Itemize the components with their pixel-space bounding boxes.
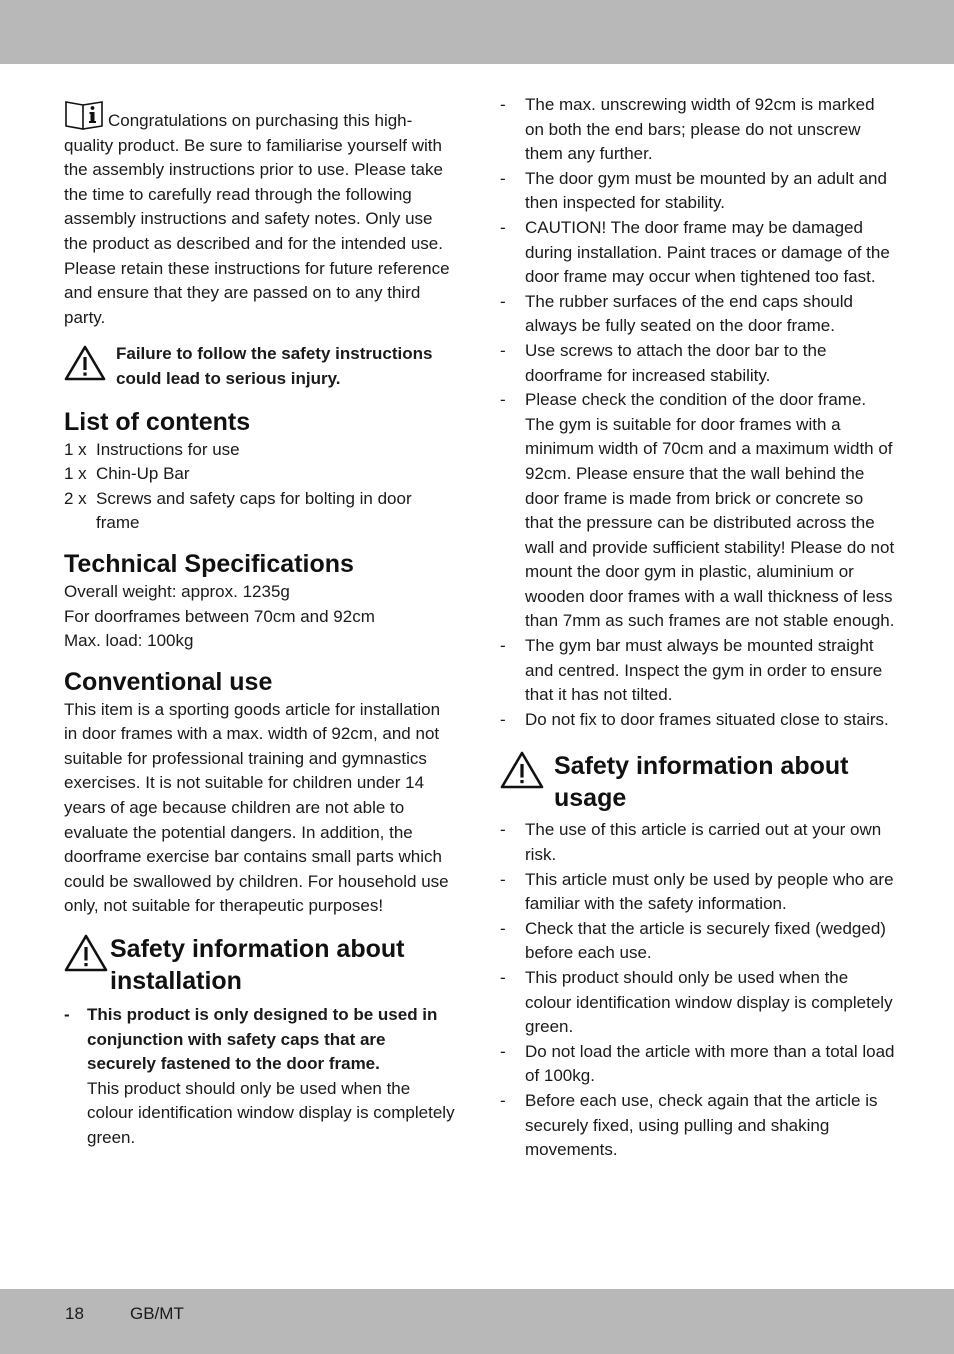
installation-header (64, 933, 456, 997)
list-item: - CAUTION! The door frame may be damaged during installation. Paint traces or damage of the door frame may occur when tightened too fast. (500, 217, 890, 287)
list-item: - This product should only be used when the colour identification window display is completely green. (500, 968, 893, 1037)
intro-warning (64, 342, 456, 391)
page-number: 18 (65, 1304, 84, 1323)
list-item: - Do not fix to door frames situated close to stairs. (500, 709, 889, 729)
list-item: - This product is only designed to be used in conjunction with safety caps that are securely fastened to the door frame. This product should only be used when the colour identification window display is completely green. (64, 1003, 456, 1151)
conventional-heading: Conventional use (64, 667, 273, 696)
list-item: - Use screws to attach the door bar to the doorframe for increased stability. (500, 340, 827, 385)
warning-icon (500, 750, 544, 790)
warning-icon (64, 344, 106, 382)
intro-warning-text: Failure to follow the safety instructions could lead to serious injury. (116, 344, 433, 388)
list-item: - Before each use, check again that the article is securely fixed, using pulling and shaking movements. (500, 1090, 878, 1160)
bold-item-text: This product is only designed to be used in conjunction with safety caps that are securely fastened to the door frame. (87, 1005, 438, 1074)
usage-header (500, 750, 895, 814)
contents-list (64, 438, 456, 536)
list-item: - Please check the condition of the door frame. The gym is suitable for door frames with a minimum width of 70cm and a maximum width of 92cm. Please ensure that the wall behind the door frame is made from brick or concrete so that the pressure can be distributed across the wall and provide sufficient stability! Please do not mount the door gym in plastic, aluminium or wooden door frames with a wall thickness of less than 7mm as such frames are not stable enough. (500, 390, 895, 631)
right-column (500, 93, 895, 1163)
usage-heading: Safety information about usage (554, 752, 849, 813)
installation-list (500, 93, 895, 732)
list-item: - The door gym must be mounted by an adult and then inspected for stability. (500, 168, 887, 213)
left-column (64, 100, 456, 1151)
installation-bold-list (64, 1003, 456, 1151)
list-item: - The gym bar must always be mounted straight and centred. Inspect the gym in order to ensure that it has not tilted. (500, 636, 883, 705)
bold-item-note: This product should only be used when the colour identification window display is completely green. (87, 1078, 455, 1147)
tech-line: For doorframes between 70cm and 92cm (64, 606, 375, 626)
list-item: 2 x Screws and safety caps for bolting in door frame (64, 488, 412, 533)
info-book-icon (64, 100, 104, 130)
installation-heading: Safety information about installation (110, 935, 405, 996)
contents-heading: List of contents (64, 407, 251, 436)
list-item: - This article must only be used by people who are familiar with the safety information. (500, 869, 894, 914)
list-item: - The max. unscrewing width of 92cm is marked on both the end bars; please do not unscrew them any further. (500, 95, 875, 164)
list-item: 1 x Instructions for use (64, 439, 240, 459)
list-item: - The use of this article is carried out at your own risk. (500, 820, 882, 865)
list-item: - The rubber surfaces of the end caps should always be fully seated on the door frame. (500, 291, 853, 336)
intro-text: Congratulations on purchasing this high-quality product. Be sure to familiarise yourself with the assembly instructions prior to use. Please take the time to carefully read through the following assembly instructions and safety notes. Only use the product as described and for the intended use. Please retain these instructions for future reference and ensure that they are passed on to any third party. (64, 111, 450, 327)
usage-list (500, 818, 895, 1162)
tech-line: Overall weight: approx. 1235g (64, 581, 290, 601)
warning-icon (64, 933, 108, 973)
list-item: - Do not load the article with more than a total load of 100kg. (500, 1041, 895, 1086)
tech-line: Max. load: 100kg (64, 631, 194, 651)
conventional-text: This item is a sporting goods article for installation in door frames with a max. width of 92cm, and not suitable for professional training and gymnastics exercises. It is not suitable for children under 14 years of age because children are not able to evaluate the potential dangers. In addition, the doorframe exercise bar contains small parts which could be swallowed by children. For household use only, not suitable for therapeutic purposes! (64, 699, 449, 916)
intro-paragraph (64, 100, 456, 330)
list-item: 1 x Chin-Up Bar (64, 464, 190, 484)
tech-heading: Technical Specifications (64, 549, 354, 578)
country-code: GB/MT (130, 1304, 184, 1323)
list-item: - Check that the article is securely fixed (wedged) before each use. (500, 918, 886, 963)
header-bar (0, 0, 954, 64)
